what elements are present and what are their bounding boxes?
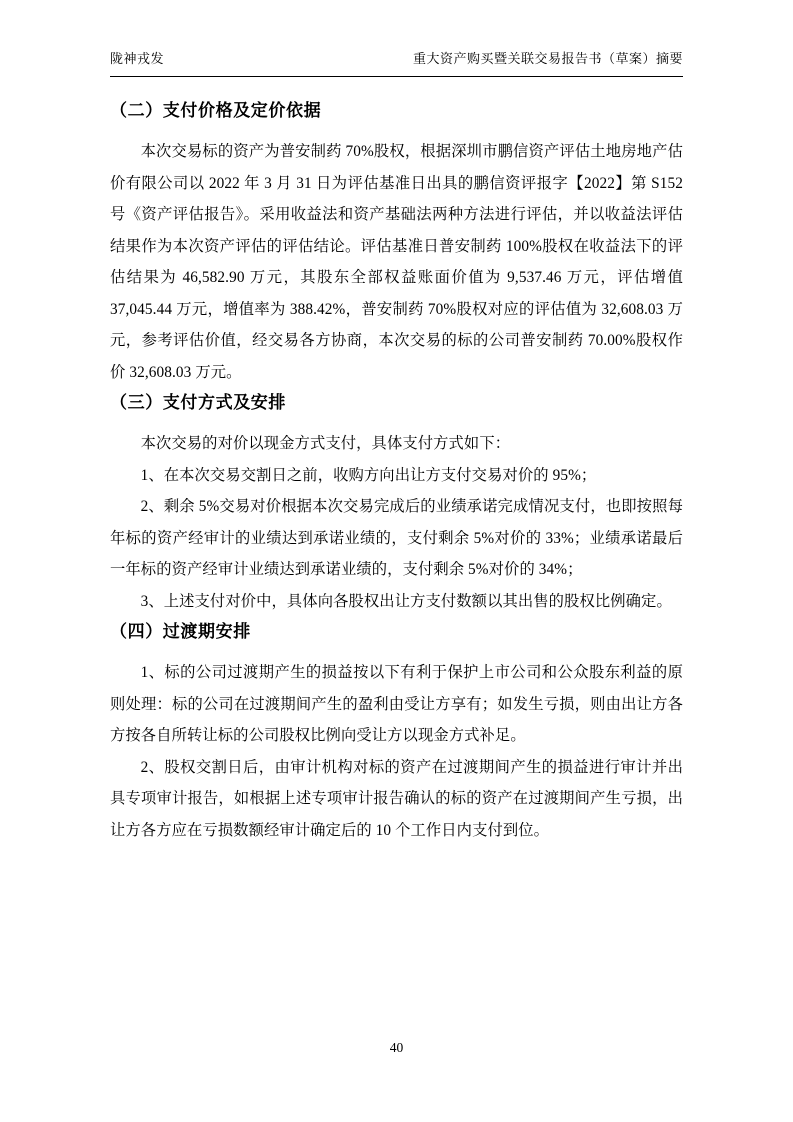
section-title-payment-price: （二）支付价格及定价依据 bbox=[110, 101, 322, 120]
section-body-payment-price bbox=[110, 136, 683, 388]
section-title-payment-method: （三）支付方式及安排 bbox=[110, 393, 286, 412]
paragraph: 本次交易的对价以现金方式支付，具体支付方式如下： bbox=[140, 435, 511, 452]
section-body-transition-period bbox=[110, 657, 683, 846]
section-title-transition-period: （四）过渡期安排 bbox=[110, 622, 251, 641]
section-body-payment-method bbox=[110, 428, 683, 617]
header-document-title: 重大资产购买暨关联交易报告书（草案）摘要 bbox=[412, 51, 683, 66]
paragraph: 2、剩余 5%交易对价根据本次交易完成后的业绩承诺完成情况支付，也即按照每年标的资产经审计的业绩达到承诺业绩的，支付剩余 5%对价的 33%；业绩承诺最后一年标的资产经审计业绩达到承诺业绩的，支付剩余 5%对价的 34%； bbox=[110, 498, 683, 578]
page-header bbox=[110, 48, 683, 67]
paragraph: 1、标的公司过渡期产生的损益按以下有利于保护上市公司和公众股东利益的原则处理：标的公司在过渡期间产生的盈利由受让方享有；如发生亏损，则由出让方各方按各自所转让标的公司股权比例向受让方以现金方式补足。 bbox=[110, 664, 683, 744]
header-divider bbox=[110, 76, 683, 77]
document-body bbox=[110, 96, 683, 846]
paragraph: 1、在本次交易交割日之前，收购方向出让方支付交易对价的 95%； bbox=[140, 466, 597, 484]
header-company-name: 陇神戎发 bbox=[110, 51, 165, 66]
paragraph: 3、上述支付对价中，具体向各股权出让方支付数额以其出售的股权比例确定。 bbox=[140, 592, 672, 610]
page-number: 40 bbox=[389, 1040, 404, 1055]
paragraph: 本次交易标的资产为普安制药 70%股权，根据深圳市鹏信资产评估土地房地产估价有限公司以 2022 年 3 月 31 日为评估基准日出具的鹏信资评报字【2022】第 S152 号《资产评估报告》。采用收益法和资产基础法两种方法进行评估，并以收益法评估结果作为本次资产评估的评估结论。评估基准日普安制药 100%股权在收益法下的评估结果为 46,582.90 万元，其股东全部权益账面价值为 9,537.46 万元，评估增值 37,045.44 万元，增值率为 388.42%，普安制药 70%股权对应的评估值为 32,608.03 万元，参考评估价值，经交易各方协商，本次交易的标的公司普安制药 70.00%股权作价 32,608.03 万元。 bbox=[110, 143, 683, 381]
paragraph: 2、股权交割日后，由审计机构对标的资产在过渡期间产生的损益进行审计并出具专项审计报告，如根据上述专项审计报告确认的标的资产在过渡期间产生亏损，出让方各方应在亏损数额经审计确定后的 10 个工作日内支付到位。 bbox=[110, 758, 683, 839]
